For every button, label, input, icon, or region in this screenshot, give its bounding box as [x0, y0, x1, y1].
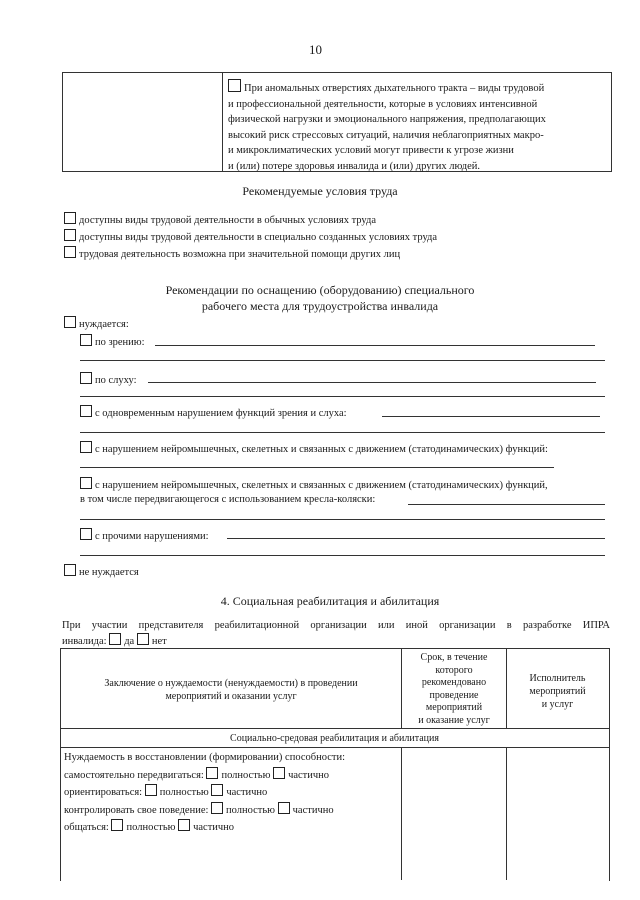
checkbox[interactable]: [64, 316, 76, 328]
other-option: с прочими нарушениями:: [80, 528, 209, 542]
table-row: общаться: полностью частично: [64, 819, 345, 837]
no-needs-option: не нуждается: [64, 564, 139, 578]
checkbox[interactable]: [273, 767, 285, 779]
musculo-option: с нарушением нейромышечных, скелетных и связанных с движением (статодинамических) функций:: [80, 441, 548, 455]
needs-option: нуждается:: [64, 316, 129, 330]
checkbox[interactable]: [145, 784, 157, 796]
checkbox[interactable]: [80, 405, 92, 417]
checkbox[interactable]: [80, 477, 92, 489]
checkbox[interactable]: [228, 79, 241, 92]
work-conditions-heading: Рекомендуемые условия труда: [242, 184, 398, 198]
social-heading: 4. Социальная реабилитация и абилитация: [220, 594, 440, 608]
workplace-heading: Рекомендации по оснащению (оборудованию) специального рабочего места для трудоустройства инвалида: [165, 283, 475, 313]
checkbox[interactable]: [211, 784, 223, 796]
checkbox[interactable]: [178, 819, 190, 831]
checkbox[interactable]: [211, 802, 223, 814]
vision-hearing-option: с одновременным нарушением функций зрения и слуха:: [80, 405, 347, 419]
checkbox[interactable]: [278, 802, 290, 814]
table-section-title: Социально-средовая реабилитация и абилитация: [230, 733, 439, 744]
checkbox[interactable]: [64, 564, 76, 576]
checkbox-yes[interactable]: [109, 633, 121, 645]
checkbox[interactable]: [64, 246, 76, 258]
checkbox[interactable]: [64, 212, 76, 224]
checkbox[interactable]: [80, 528, 92, 540]
checkbox[interactable]: [80, 372, 92, 384]
social-intro: При участии представителя реабилитационной организации или иной организации в разработке ИПРА инвалида: да нет: [62, 620, 610, 647]
table-row: контролировать свое поведение: полностью частично: [64, 802, 345, 820]
checkbox[interactable]: [206, 767, 218, 779]
top-box-text: При аномальных отверстиях дыхательного тракта – виды трудовой и профессиональной деятельности, которые в условиях интенсивной физической нагрузки и эмоционального напряжения, предполагающих высокий риск стрессовых ситуаций, наличия неблагоприятных макро- и микроклиматических условий могут привести к угрозе жизни и (или) потере здоровья инвалида и (или) других людей.: [228, 79, 546, 174]
checkbox[interactable]: [64, 229, 76, 241]
table-row: ориентироваться: полностью частично: [64, 784, 345, 802]
checkbox[interactable]: [80, 334, 92, 346]
table-header-term: Срок, в течение которого рекомендовано проведение мероприятий и оказание услуг: [418, 652, 490, 726]
hearing-option: по слуху:: [80, 372, 137, 386]
table-need-rows: Нуждаемость в восстановлении (формировании) способности: самостоятельно передвигаться: полностью частично ориентироваться: полностью частично контролировать свое поведение: полностью частично общаться: полностью частично: [64, 750, 345, 837]
table-row: самостоятельно передвигаться: полностью частично: [64, 767, 345, 785]
table-header-executor: Исполнитель мероприятий и услуг: [529, 673, 586, 710]
vision-option: по зрению:: [80, 334, 145, 348]
table-header-conclusion: Заключение о нуждаемости (ненуждаемости) в проведении мероприятий и оказании услуг: [104, 678, 358, 702]
wheelchair-option: с нарушением нейромышечных, скелетных и связанных с движением (статодинамических) функций, в том числе передвигающегося с использованием кресла-коляски:: [80, 477, 548, 507]
page-number: 10: [309, 42, 322, 57]
checkbox-no[interactable]: [137, 633, 149, 645]
checkbox[interactable]: [80, 441, 92, 453]
work-conditions-options: доступны виды трудовой деятельности в обычных условиях труда доступны виды трудовой деятельности в специально созданных условиях труда трудовая деятельность возможна при значительной помощи других лиц: [64, 212, 437, 263]
checkbox[interactable]: [111, 819, 123, 831]
